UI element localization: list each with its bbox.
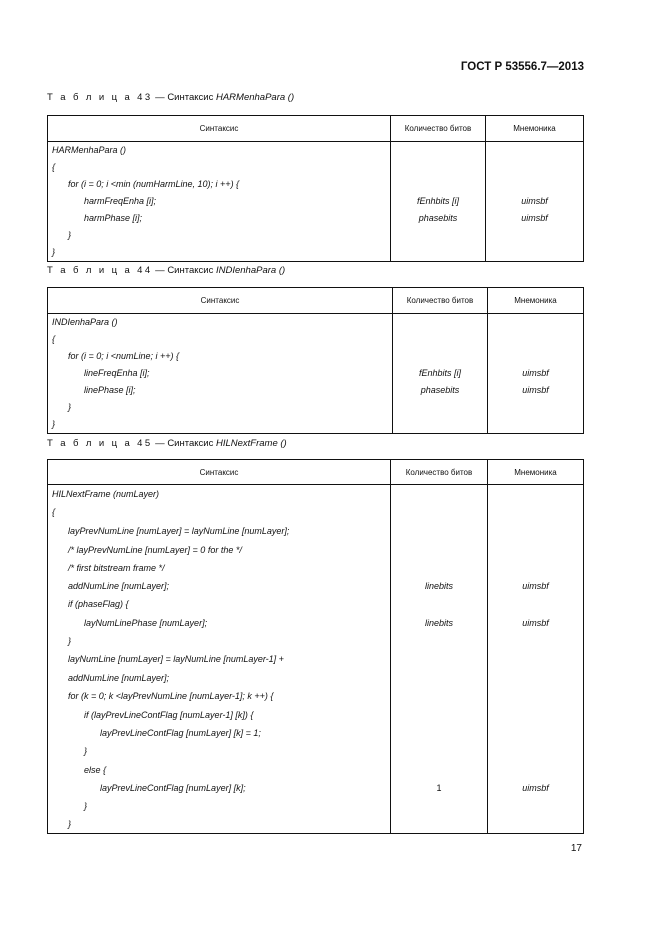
syntax-line: layPrevLineContFlag [numLayer] [k]; [100, 783, 246, 793]
column-header-syntax: Синтаксис [48, 460, 391, 485]
caption-name: HILNextFrame () [215, 438, 287, 449]
bits-cell [393, 399, 487, 416]
page-number: 17 [570, 843, 582, 854]
mnemonic-cell: uimsbf [522, 618, 549, 628]
bits-cell [393, 348, 487, 365]
mnemonic-cell [486, 159, 583, 176]
syntax-line: HILNextFrame (numLayer) [52, 489, 160, 499]
table-caption [47, 438, 287, 449]
bits-cell: phasebits [418, 213, 458, 223]
column-header-bits: Количество битов [391, 460, 488, 485]
mnemonic-cell [488, 314, 583, 331]
bits-cell [391, 669, 487, 687]
syntax-line: else { [84, 765, 107, 775]
caption-label: Т а б л и ц а 43 [47, 92, 153, 103]
mnemonic-cell [488, 815, 583, 833]
bits-cell [391, 176, 485, 193]
mnemonic-cell [488, 559, 583, 577]
table-caption [47, 265, 285, 276]
syntax-line: } [68, 230, 72, 240]
column-header-syntax: Синтаксис [48, 288, 393, 314]
syntax-line: harmFreqEnha [i]; [84, 196, 157, 206]
mnemonic-cell [486, 176, 583, 193]
syntax-line: lineFreqEnha [i]; [84, 368, 150, 378]
bits-column [391, 485, 488, 834]
bits-cell [393, 416, 487, 433]
syntax-line: } [84, 801, 88, 811]
syntax-column [48, 142, 391, 262]
syntax-line: layPrevLineContFlag [numLayer] [k] = 1; [100, 728, 261, 738]
bits-cell: linebits [424, 618, 453, 628]
caption-name: INDIenhaPara () [215, 265, 286, 276]
syntax-line: layPrevNumLine [numLayer] = layNumLine [numLayer]; [68, 526, 290, 536]
bits-cell [391, 559, 487, 577]
syntax-line: if (layPrevLineContFlag [numLayer-1] [k]) { [84, 710, 254, 720]
mnemonic-cell: uimsbf [522, 581, 549, 591]
bits-cell [391, 522, 487, 541]
caption-separator: — Синтаксис [152, 92, 216, 103]
mnemonic-cell [488, 485, 583, 503]
mnemonic-cell [486, 244, 583, 261]
bits-cell [393, 314, 487, 331]
mnemonic-cell [488, 541, 583, 559]
syntax-line: { [52, 334, 56, 344]
bits-column [393, 314, 488, 434]
column-header-mnemonic: Мнемоника [488, 288, 584, 314]
syntax-line: layNumLinePhase [numLayer]; [84, 618, 208, 628]
mnemonic-cell [488, 650, 583, 669]
syntax-line: harmPhase [i]; [84, 213, 143, 223]
caption-label: Т а б л и ц а 44 [47, 265, 153, 276]
syntax-line: { [52, 162, 56, 172]
bits-cell [391, 706, 487, 724]
column-header-syntax: Синтаксис [48, 116, 391, 142]
bits-cell [391, 244, 485, 261]
mnemonic-cell [488, 331, 583, 348]
bits-cell [393, 331, 487, 348]
bits-cell [391, 815, 487, 833]
syntax-line: { [52, 507, 56, 517]
bits-cell [391, 632, 487, 650]
bits-cell: linebits [424, 581, 453, 591]
bits-cell [391, 485, 487, 503]
mnemonic-cell: uimsbf [522, 783, 549, 793]
syntax-line: addNumLine [numLayer]; [68, 673, 170, 683]
syntax-line: HARMenhaPara () [52, 145, 127, 155]
bits-cell: 1 [436, 783, 442, 793]
mnemonic-cell [488, 503, 583, 522]
mnemonic-cell [488, 687, 583, 706]
caption-label: Т а б л и ц а 45 [47, 438, 153, 449]
column-header-mnemonic: Мнемоника [486, 116, 584, 142]
syntax-line: /* first bitstream frame */ [68, 563, 165, 573]
syntax-line: for (i = 0; i <min (numHarmLine, 10); i ++) { [68, 179, 240, 189]
syntax-line: } [68, 819, 72, 829]
bits-cell [391, 595, 487, 614]
mnemonic-cell [488, 416, 583, 433]
mnemonic-cell [488, 522, 583, 541]
mnemonic-cell [488, 724, 583, 742]
bits-column [391, 142, 486, 262]
mnemonic-cell [488, 742, 583, 761]
syntax-column [48, 485, 391, 834]
syntax-column [48, 314, 393, 434]
bits-cell: phasebits [420, 385, 460, 395]
syntax-table [47, 115, 584, 262]
mnemonic-cell [488, 632, 583, 650]
mnemonic-cell: uimsbf [522, 385, 549, 395]
syntax-table [47, 459, 584, 834]
bits-cell [391, 761, 487, 779]
caption-separator: — Синтаксис [152, 265, 216, 276]
mnemonic-cell [486, 227, 583, 244]
syntax-line: } [68, 636, 72, 646]
bits-cell: fEnhbits [i] [416, 196, 460, 206]
mnemonic-cell: uimsbf [521, 196, 548, 206]
bits-cell [391, 142, 485, 159]
caption-name: HARMenhaPara () [215, 92, 295, 103]
column-header-bits: Количество битов [393, 288, 488, 314]
mnemonic-cell [488, 797, 583, 815]
bits-cell [391, 503, 487, 522]
syntax-line: for (i = 0; i <numLine; i ++) { [68, 351, 180, 361]
bits-cell [391, 742, 487, 761]
syntax-line: if (phaseFlag) { [68, 599, 129, 609]
bits-cell [391, 797, 487, 815]
mnemonic-column [486, 142, 584, 262]
syntax-line: linePhase [i]; [84, 385, 136, 395]
column-header-bits: Количество битов [391, 116, 486, 142]
mnemonic-cell: uimsbf [522, 368, 549, 378]
syntax-line: } [68, 402, 72, 412]
syntax-table [47, 287, 584, 434]
bits-cell [391, 227, 485, 244]
mnemonic-cell [488, 761, 583, 779]
mnemonic-cell [488, 348, 583, 365]
standard-header: ГОСТ Р 53556.7—2013 [460, 61, 584, 73]
bits-cell [391, 541, 487, 559]
mnemonic-cell [488, 669, 583, 687]
mnemonic-cell [488, 706, 583, 724]
syntax-line: /* layPrevNumLine [numLayer] = 0 for the */ [68, 545, 242, 555]
bits-cell [391, 159, 485, 176]
mnemonic-cell [486, 142, 583, 159]
caption-separator: — Синтаксис [152, 438, 216, 449]
bits-cell [391, 687, 487, 706]
mnemonic-cell: uimsbf [521, 213, 548, 223]
mnemonic-column [488, 314, 584, 434]
syntax-line: } [84, 746, 88, 756]
bits-cell [391, 724, 487, 742]
mnemonic-cell [488, 595, 583, 614]
syntax-line: } [52, 247, 56, 257]
table-caption [47, 92, 294, 103]
syntax-line: for (k = 0; k <layPrevNumLine [numLayer-1]; k ++) { [68, 691, 274, 701]
syntax-line: addNumLine [numLayer]; [68, 581, 170, 591]
bits-cell [391, 650, 487, 669]
mnemonic-column [488, 485, 584, 834]
column-header-mnemonic: Мнемоника [488, 460, 584, 485]
syntax-line: INDIenhaPara () [52, 317, 118, 327]
syntax-line: } [52, 419, 56, 429]
syntax-line: layNumLine [numLayer] = layNumLine [numLayer-1] + [68, 654, 284, 664]
bits-cell: fEnhbits [i] [418, 368, 462, 378]
mnemonic-cell [488, 399, 583, 416]
